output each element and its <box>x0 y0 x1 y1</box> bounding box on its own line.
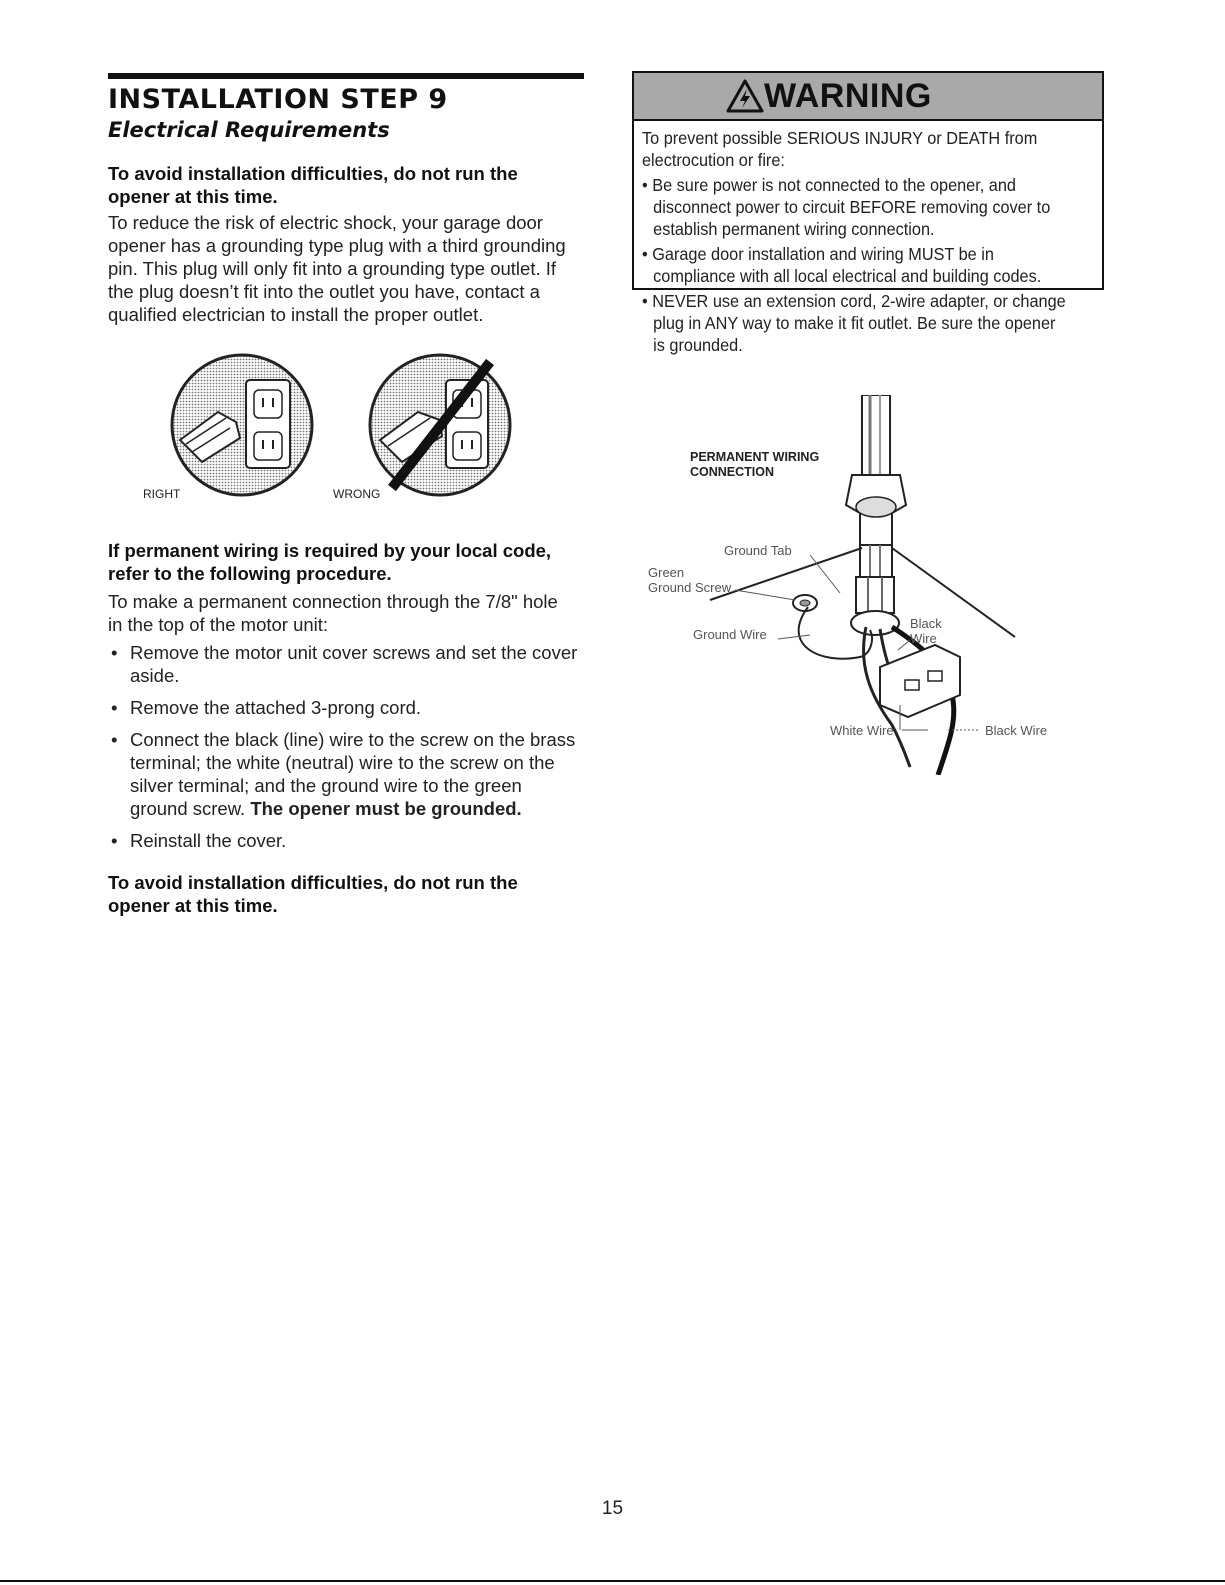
list-item: • Remove the attached 3-prong cord. <box>111 697 422 718</box>
label-white-wire: White Wire <box>830 723 894 738</box>
warning-item: • Garage door installation and wiring MUST be in compliance with all local electrical and building codes. <box>642 244 1042 286</box>
warning-item: • Be sure power is not connected to the opener, and disconnect power to circuit BEFORE removing cover to establish permanent wiring connection. <box>642 175 1051 239</box>
permanent-connection-paragraph: To make a permanent connection through the 7/8" hole in the top of the motor unit: <box>108 591 558 635</box>
diagram-title: PERMANENT WIRING CONNECTION <box>690 450 820 479</box>
plug-wrong-icon <box>370 355 510 495</box>
plug-right-icon <box>172 355 312 495</box>
warning-text <box>642 127 1066 359</box>
plug-wrong-label: WRONG <box>333 487 381 501</box>
header-rule <box>108 73 584 79</box>
lead-permanent-wiring: If permanent wiring is required by your local code, refer to the following procedure. <box>108 540 552 584</box>
lead-warning-1: To avoid installation difficulties, do not run the opener at this time. <box>108 163 518 207</box>
label-green-ground-screw: Green Ground Screw <box>648 565 732 595</box>
warning-triangle-icon <box>726 79 764 113</box>
warning-intro: To prevent possible SERIOUS INJURY or DEATH from electrocution or fire: <box>642 128 1038 170</box>
warning-item: • NEVER use an extension cord, 2-wire adapter, or change plug in ANY way to make it fit outlet. Be sure the opener is grounded. <box>642 291 1066 355</box>
bottom-rule <box>0 1580 1225 1582</box>
label-ground-tab: Ground Tab <box>724 543 792 558</box>
warning-box <box>632 71 1104 355</box>
label-ground-wire: Ground Wire <box>693 627 767 642</box>
label-black-wire-upper: Black Wire <box>910 616 942 646</box>
step-title: INSTALLATION STEP 9 <box>108 84 448 115</box>
list-item: • Reinstall the cover. <box>111 830 287 851</box>
list-item: • Connect the black (line) wire to the screw on the brass terminal; the white (neutral) wire to the screw on the silver terminal; and the ground wire to the green ground screw. The opener must be grounded. <box>111 729 576 819</box>
step-subtitle: Electrical Requirements <box>108 118 390 142</box>
plug-illustrations <box>140 280 540 510</box>
label-black-wire-lower: Black Wire <box>985 723 1048 738</box>
plug-right-label: RIGHT <box>143 487 181 501</box>
procedure-list <box>108 641 578 861</box>
page-number: 15 <box>601 1498 624 1519</box>
lead-warning-2: To avoid installation difficulties, do not run the opener at this time. <box>108 872 518 916</box>
warning-title: WARNING <box>764 77 932 115</box>
list-item: • Remove the motor unit cover screws and set the cover aside. <box>111 642 578 686</box>
grounding-paragraph: To reduce the risk of electric shock, your garage door opener has a grounding type plug with a third grounding pin. This plug will only fit into a grounding type outlet. If the plug doesn’t fit into the outlet you have, contact a qualified electrician to install the proper outlet. <box>108 212 566 325</box>
warning-banner <box>634 73 1102 121</box>
